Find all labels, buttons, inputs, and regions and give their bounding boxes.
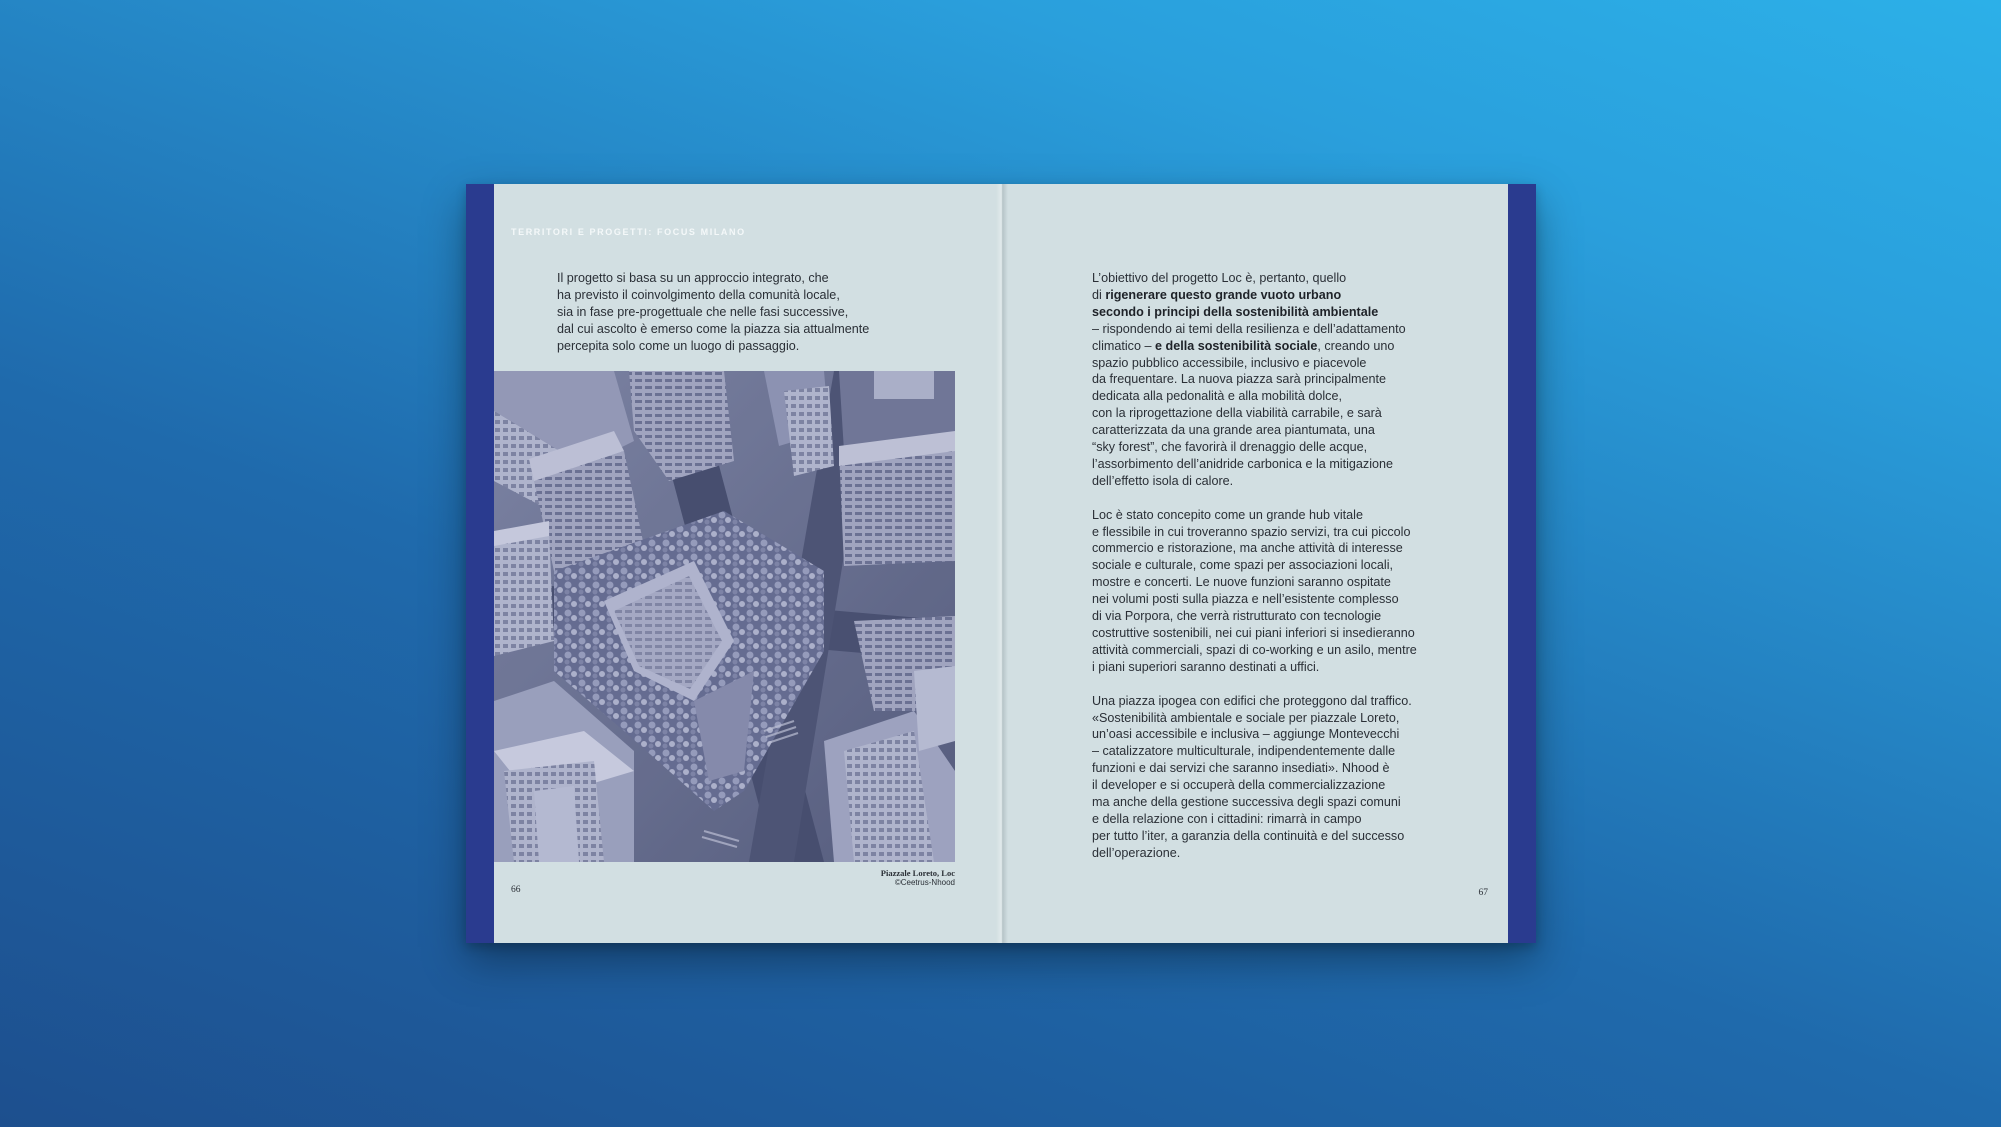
photo-caption (881, 868, 955, 887)
text-run: di (1092, 287, 1106, 302)
text-line: e della relazione con i cittadini: rimarrà in campo (1092, 811, 1362, 826)
text-line: – rispondendo ai temi della resilienza e dell’adattamento (1092, 321, 1406, 336)
running-head: TERRITORI E PROGETTI: FOCUS MILANO (511, 227, 746, 237)
book-gutter (996, 184, 1008, 943)
text-line: – catalizzatore multiculturale, indipendentemente dalle (1092, 744, 1396, 759)
bold-run: rigenerare questo grande vuoto urbano (1105, 287, 1342, 302)
bold-run: e della sostenibilità sociale (1155, 338, 1318, 353)
text-line: mostre e concerti. Le nuove funzioni saranno ospitate (1092, 575, 1391, 590)
text-line: Loc è stato concepito come un grande hub vitale (1092, 507, 1363, 522)
text-line: con la riprogettazione della viabilità carrabile, e sarà (1092, 406, 1382, 421)
text-line: caratterizzata da una grande area piantumata, una (1092, 423, 1375, 438)
text-line: da frequentare. La nuova piazza sarà principalmente (1092, 372, 1387, 387)
text-line: attività commerciali, spazi di co-working e un asilo, mentre (1092, 642, 1417, 657)
text-line: ha previsto il coinvolgimento della comunità locale, (557, 287, 840, 302)
text-line: spazio pubblico accessibile, inclusivo e piacevole (1092, 355, 1367, 370)
text-line: percepita solo come un luogo di passaggio. (557, 338, 800, 353)
text-line (1092, 338, 1417, 355)
left-page-edge (466, 184, 494, 943)
paragraph-2 (1092, 507, 1417, 676)
text-line: di via Porpora, che verrà ristrutturato con tecnologie (1092, 609, 1382, 624)
text-line: dell’operazione. (1092, 845, 1181, 860)
text-line: ma anche della gestione successiva degli spazi comuni (1092, 795, 1401, 810)
caption-title: Piazzale Loreto, Loc (880, 868, 955, 878)
text-line: sociale e culturale, come spazi per associazioni locali, (1092, 558, 1393, 573)
text-line: sia in fase pre-progettuale che nelle fasi successive, (557, 304, 849, 319)
text-line: l’assorbimento dell’anidride carbonica e la mitigazione (1092, 456, 1394, 471)
text-line: un’oasi accessibile e inclusiva – aggiunge Montevecchi (1092, 727, 1400, 742)
paragraph-1 (1092, 270, 1417, 490)
caption-credit: ©Ceetrus-Nhood (894, 878, 955, 887)
text-line: Una piazza ipogea con edifici che proteggono dal traffico. (1092, 693, 1412, 708)
text-line: funzioni e dai servizi che saranno insediati». Nhood è (1092, 761, 1390, 776)
text-run: climatico – (1092, 338, 1155, 353)
left-page (466, 184, 1001, 943)
text-line: e flessibile in cui troveranno spazio servizi, tra cui piccolo (1092, 524, 1411, 539)
bold-run: secondo i principi della sostenibilità ambientale (1092, 304, 1379, 319)
text-line: L’obiettivo del progetto Loc è, pertanto, quello (1092, 271, 1347, 285)
text-line: dell’effetto isola di calore. (1092, 473, 1234, 488)
booklet-spread (466, 184, 1536, 943)
text-line (1092, 304, 1417, 321)
text-line: per tutto l’iter, a garanzia della continuità e del successo (1092, 828, 1405, 843)
text-line: il developer e si occuperà della commercializzazione (1092, 778, 1386, 793)
intro-paragraph (557, 270, 869, 355)
text-line (1092, 287, 1417, 304)
text-line: «Sostenibilità ambientale e sociale per piazzale Loreto, (1092, 710, 1400, 725)
text-line: “sky forest”, che favorirà il drenaggio delle acque, (1092, 440, 1368, 455)
text-line: Il progetto si basa su un approccio integrato, che (557, 271, 829, 285)
text-line: commercio e ristorazione, ma anche attività di interesse (1092, 541, 1403, 556)
text-line: dedicata alla pedonalità e alla mobilità dolce, (1092, 389, 1342, 404)
text-run: , creando uno (1317, 338, 1395, 353)
right-page-edge (1508, 184, 1536, 943)
paragraph-3 (1092, 693, 1417, 862)
text-line: dal cui ascolto è emerso come la piazza sia attualmente (557, 321, 870, 336)
page-number-left: 66 (511, 885, 521, 895)
text-line: costruttive sostenibili, nei cui piani inferiori si insedieranno (1092, 626, 1415, 641)
text-line: nei volumi posti sulla piazza e nell’esistente complesso (1092, 592, 1399, 607)
page-number-right: 67 (1478, 888, 1488, 898)
right-body (1092, 270, 1417, 879)
text-line: i piani superiori saranno destinati a uffici. (1092, 659, 1320, 674)
right-page (1001, 184, 1536, 943)
aerial-photo (494, 371, 955, 862)
